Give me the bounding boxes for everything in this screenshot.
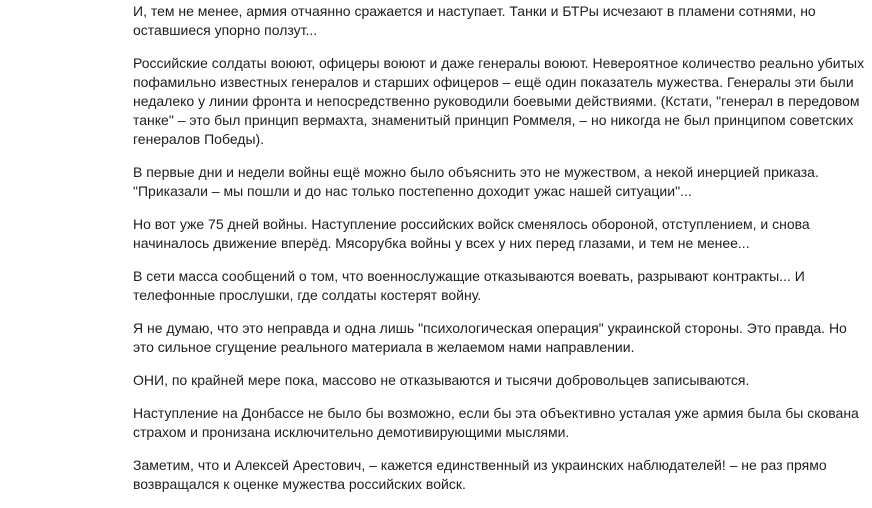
paragraph-1: И, тем не менее, армия отчаянно сражается и наступает. Танки и БТРы исчезают в пламени сотнями, но оставшиеся упорно ползут...: [133, 3, 816, 38]
paragraph-9: Заметим, что и Алексей Арестович, – кажется единственный из украинских наблюдателей! – не раз прямо возвращался к оценке мужества российских войск.: [133, 457, 827, 492]
paragraph-6: Я не думаю, что это неправда и одна лишь "психологическая операция" украинской стороны. Это правда. Но это сильное сгущение реального материала в желаемом нами направлении.: [133, 320, 847, 355]
paragraph-8: Наступление на Донбассе не было бы возможно, если бы эта объективно усталая уже армия была бы скована страхом и пронизана исключительно демотивирующими мыслями.: [133, 405, 859, 440]
paragraph-4: Но вот уже 75 дней войны. Наступление российских войск сменялось обороной, отступлением, и снова начиналось движение вперёд. Мясорубка войны у всех у них перед глазами, и тем не менее...: [133, 216, 810, 251]
paragraph-2: Российские солдаты воюют, офицеры воюют и даже генералы воюют. Невероятное количество реально убитых пофамильно известных генералов и старших офицеров – ещё один показатель мужества. Генералы эти были недалеко у линии фронта и непосредственно руководили боевыми действиями. (Кстати, "генерал в передовом танке" – это был принцип вермахта, знаменитый принцип Роммеля, – но никогда не был принципом советских генералов Победы).: [133, 55, 865, 147]
paragraph-5: В сети масса сообщений о том, что военнослужащие отказываются воевать, разрывают контракты... И телефонные прослушки, где солдаты костерят войну.: [133, 268, 805, 303]
post-body: [133, 0, 868, 508]
paragraph-3: В первые дни и недели войны ещё можно было объяснить это не мужеством, а некой инерцией приказа. "Приказали – мы пошли и до нас только постепенно доходит ужас нашей ситуации"...: [133, 164, 819, 199]
paragraph-7: ОНИ, по крайней мере пока, массово не отказываются и тысячи добровольцев записываются.: [133, 372, 750, 388]
